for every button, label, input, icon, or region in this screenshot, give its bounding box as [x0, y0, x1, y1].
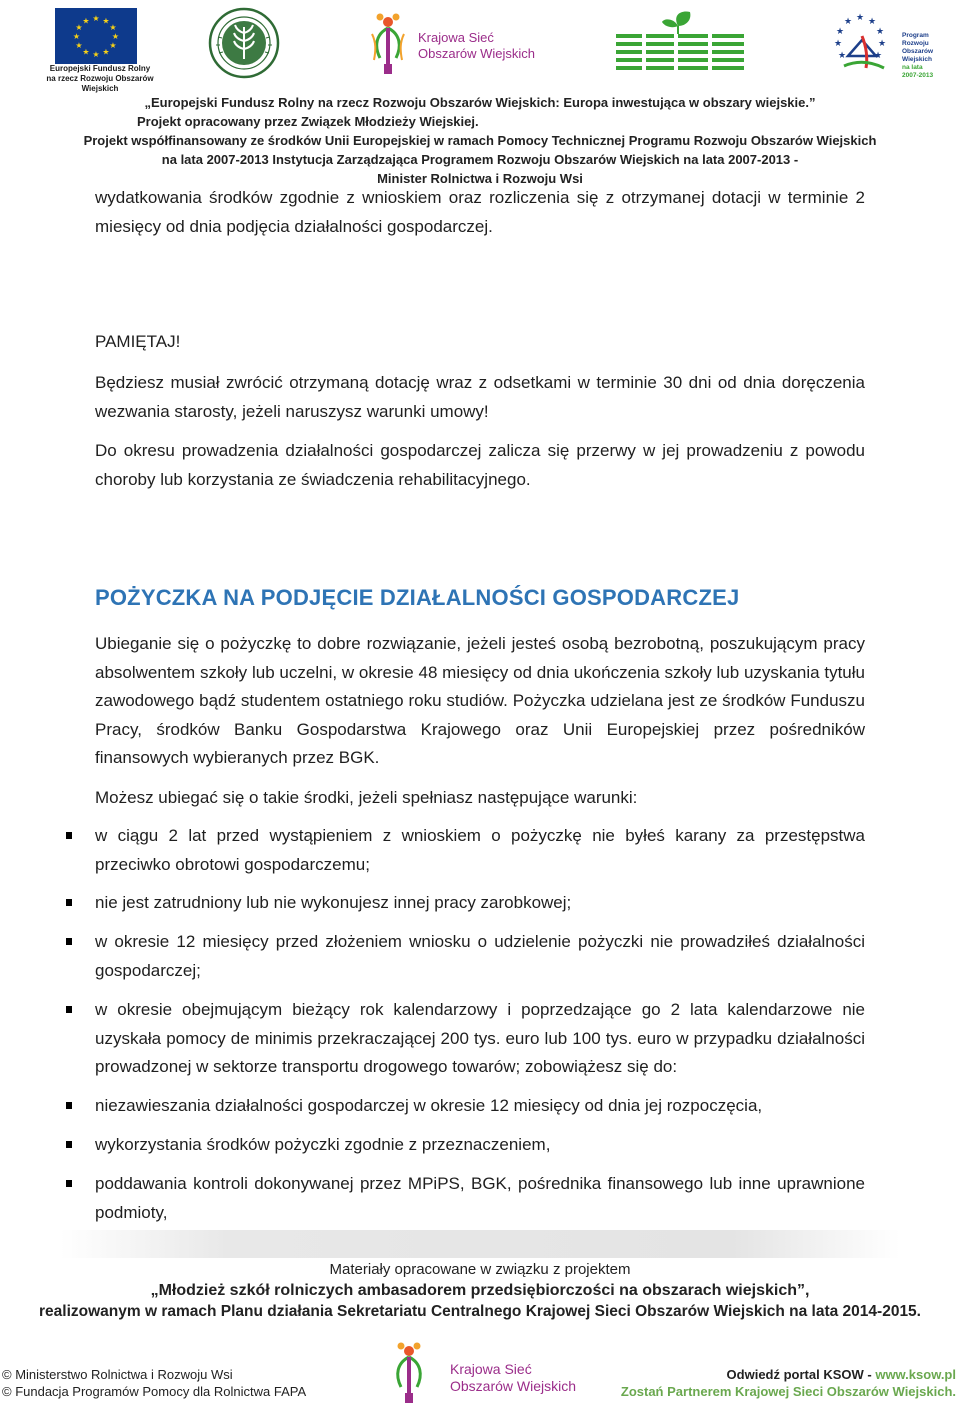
footer-project-info	[0, 1259, 960, 1322]
list-item-text: w okresie obejmującym bieżący rok kalendarzowy i poprzedzające go 2 lata kalendarzowe nie uzyskała pomocy de minimis przekraczającej 200 tys. euro lub 100 tys. euro w przypadku działalności prowadzonej w sektorze transportu drogowego towarów; zobowiążesz się do:	[95, 1000, 865, 1076]
svg-text:★: ★	[875, 27, 885, 37]
list-item-text: poddawania kontroli dokonywanej przez MPiPS, BGK, pośrednika finansowego lub inne uprawnione podmioty,	[95, 1174, 865, 1222]
eu-caption-line: na rzecz Rozwoju Obszarów Wiejskich	[46, 74, 154, 93]
eu-flag-logo	[55, 8, 137, 64]
header-line: na lata 2007-2013 Instytucja Zarządzająca Programem Rozwoju Obszarów Wiejskich na lata 2007-2013 -	[161, 152, 799, 167]
bullet-square-icon	[66, 899, 72, 906]
list-item-text: niezawieszania działalności gospodarczej w okresie 12 miesięcy od dnia jej rozpoczęcia,	[95, 1096, 763, 1115]
intro-paragraph: wydatkowania środków zgodnie z wnioskiem oraz rozliczenia się z otrzymanej dotacji w terminie 2 miesięcy od dnia podjęcia działalności gospodarczej.	[95, 188, 865, 236]
svg-text:★: ★	[867, 17, 877, 27]
footer-copyright	[2, 1366, 306, 1400]
svg-text:★: ★	[109, 23, 117, 32]
svg-text:★: ★	[835, 27, 845, 37]
list-item	[95, 1170, 865, 1227]
svg-text:★: ★	[82, 16, 90, 26]
eu-caption	[30, 64, 170, 94]
ministry-seal-logo	[208, 7, 280, 79]
svg-text:★: ★	[109, 41, 117, 50]
list-item	[95, 996, 865, 1082]
copyright-line: © Fundacja Programów Pomocy dla Rolnictwa FAPA	[2, 1384, 307, 1399]
copyright-line: © Ministerstwo Rolnictwa i Rozwoju Wsi	[2, 1367, 233, 1382]
remember-paragraph: Do okresu prowadzenia działalności gospodarczej zalicza się przerwy w jej prowadzeniu z powodu choroby lub korzystania ze świadczenia rehabilitacyjnego.	[95, 441, 865, 489]
ksow-logo-line: Obszarów Wiejskich	[418, 46, 536, 61]
prow-logo-line: na lata 2007-2013	[902, 64, 934, 79]
prow-logo-text	[902, 32, 934, 80]
svg-text:FAPA: FAPA	[635, 36, 725, 74]
ksow-logo-line: Krajowa Sieć	[418, 30, 494, 45]
conditions-intro: Możesz ubiegać się o takie środki, jeżeli spełniasz następujące warunki:	[95, 788, 638, 807]
partner-line: Zostań Partnerem Krajowej Sieci Obszarów Wiejskich.	[620, 1384, 956, 1399]
footer-divider-band	[60, 1230, 900, 1258]
footer-line: Materiały opracowane w związku z projektem	[329, 1261, 631, 1278]
bullet-square-icon	[66, 1102, 72, 1109]
header-project-info	[0, 93, 960, 188]
svg-text:★: ★	[873, 51, 883, 61]
footer-line: „Młodzież szkół rolniczych ambasadorem przedsiębiorczości na obszarach wiejskich”,	[150, 1282, 810, 1299]
loan-paragraph: Ubieganie się o pożyczkę to dobre rozwiązanie, jeżeli jesteś osobą bezrobotną, poszukującym pracy absolwentem szkoły lub uczelni, w okresie 48 miesięcy od dnia ukończenia szkoły lub uzyskania tytułu zawodowego bądź studentem ostatniego roku studiów. Pożyczka udzielana jest ze środków Funduszu Pracy, środków Banku Gospodarstwa Krajowego oraz Unii Europejskiej przez pośredników finansowych wybieranych przez BGK.	[95, 634, 865, 767]
remember-paragraph: Będziesz musiał zwrócić otrzymaną dotację wraz z odsetkami w terminie 30 dni od dnia doręczenia wezwania starosty, jeżeli naruszysz warunki umowy!	[95, 373, 865, 421]
eu-caption-line: Europejski Fundusz Rolny	[49, 64, 151, 73]
prow-logo-line: Program	[902, 32, 929, 39]
ksow-logo-line: Krajowa Sieć	[450, 1361, 532, 1377]
prow-logo-line: Obszarów	[902, 48, 934, 55]
bullet-square-icon	[66, 1141, 72, 1148]
svg-text:★: ★	[843, 17, 853, 27]
fapa-logo	[612, 8, 748, 80]
bullet-square-icon	[66, 1006, 72, 1013]
header-line: Projekt współfinansowany ze środków Unii Europejskiej w ramach Pomocy Technicznej Programu Rozwoju Obszarów Wiejskich	[83, 133, 877, 148]
section-heading: POŻYCZKA NA PODJĘCIE DZIAŁALNOŚCI GOSPODARCZEJ	[95, 585, 740, 610]
portal-line	[621, 1366, 956, 1383]
list-item	[95, 889, 865, 918]
svg-text:★: ★	[102, 47, 110, 57]
prow-logo-line: Wiejskich	[902, 56, 932, 63]
footer-line: realizowanym w ramach Planu działania Sekretariatu Centralnego Krajowej Sieci Obszarów Wiejskich na lata 2014-2015.	[39, 1303, 921, 1320]
portal-link[interactable]: www.ksow.pl	[875, 1367, 956, 1382]
ksow-logo-line: Obszarów Wiejskich	[450, 1378, 577, 1394]
header-logos	[0, 0, 960, 95]
svg-text:★: ★	[82, 47, 90, 57]
list-item	[95, 1131, 865, 1160]
ksow-logo	[366, 6, 538, 78]
header-line: Minister Rolnictwa i Rozwoju Wsi	[377, 171, 583, 186]
prow-logo-line: Rozwoju	[902, 40, 929, 47]
svg-text:★: ★	[837, 51, 847, 61]
list-item	[95, 928, 865, 985]
list-item	[95, 1092, 865, 1121]
svg-text:★: ★	[102, 16, 110, 26]
prow-logo	[822, 6, 934, 79]
svg-text:★: ★	[833, 39, 843, 49]
svg-text:★: ★	[877, 39, 887, 49]
svg-text:★: ★	[92, 50, 100, 59]
ksow-emblem-icon	[366, 6, 418, 78]
svg-text:★: ★	[75, 41, 83, 50]
ksow-emblem-icon	[378, 1335, 448, 1407]
bullet-square-icon	[66, 938, 72, 945]
portal-prefix: Odwiedź portal KSOW -	[726, 1367, 876, 1382]
header-line: Projekt opracowany przez Związek Młodzieży Wiejskiej.	[137, 114, 479, 129]
list-item-text: w ciągu 2 lat przed wystąpieniem z wnioskiem o pożyczkę nie byłeś karany za przestępstwa przeciwko obrotowi gospodarczemu;	[95, 826, 865, 874]
svg-text:★: ★	[72, 32, 81, 41]
eu-stars-icon	[55, 8, 137, 64]
svg-text:★: ★	[855, 13, 865, 23]
list-item-text: wykorzystania środków pożyczki zgodnie z przeznaczeniem,	[95, 1135, 551, 1154]
list-item-text: nie jest zatrudniony lub nie wykonujesz innej pracy zarobkowej;	[95, 893, 572, 912]
list-item-text: w okresie 12 miesięcy przed złożeniem wniosku o udzielenie pożyczki nie prowadziłeś działalności gospodarczej;	[95, 932, 865, 980]
svg-text:★: ★	[111, 32, 120, 41]
footer-ksow-logo	[378, 1335, 578, 1407]
bullet-square-icon	[66, 832, 72, 839]
bullet-square-icon	[66, 1180, 72, 1187]
list-item	[95, 822, 865, 879]
header-line: „Europejski Fundusz Rolny na rzecz Rozwoju Obszarów Wiejskich: Europa inwestująca w obszary wiejskie.”	[144, 95, 816, 110]
footer-ksow-portal	[621, 1366, 956, 1400]
svg-text:★: ★	[75, 23, 83, 32]
remember-label: PAMIĘTAJ!	[95, 332, 181, 351]
svg-text:★: ★	[92, 14, 100, 23]
